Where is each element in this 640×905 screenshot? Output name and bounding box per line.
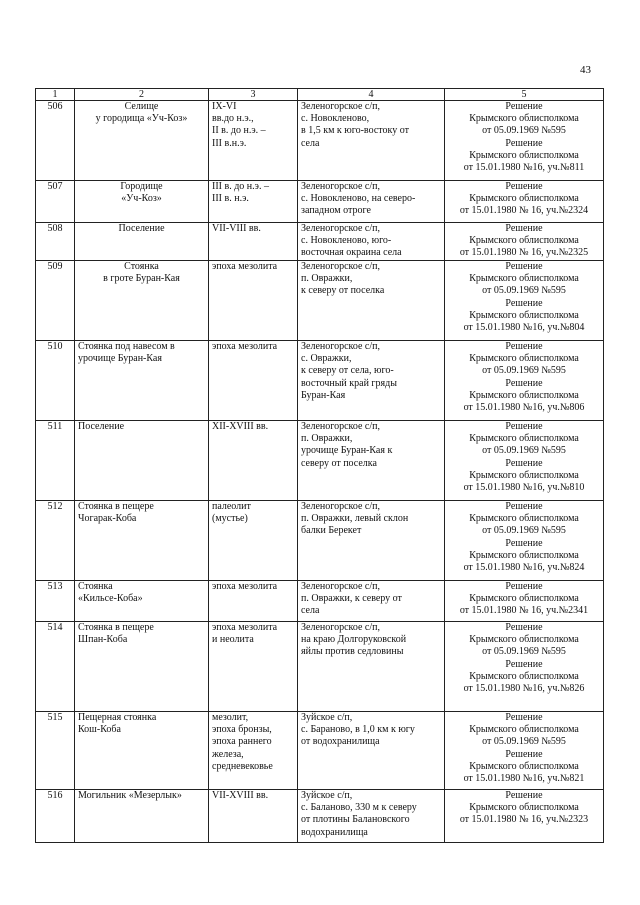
- cell-location-line: Зеленогорское с/п,: [301, 341, 380, 352]
- cell-document-line: Крымского облисполкома: [469, 389, 579, 401]
- cell-dating-line: и неолита: [212, 634, 254, 646]
- cell-location-line: п. Овражки,: [301, 433, 353, 445]
- cell-dating-line: III в. до н.э. –: [212, 181, 269, 192]
- cell-location-line: яйлы против седловины: [301, 646, 404, 658]
- cell-document: [445, 622, 604, 712]
- cell-document-line: Крымского облисполкома: [469, 113, 579, 125]
- cell-name-line: «Уч-Коз»: [121, 193, 162, 205]
- table-row: [36, 501, 604, 581]
- cell-location-line: балки Берекет: [301, 525, 362, 537]
- table-row: [36, 581, 604, 622]
- cell-location-line: п. Овражки,: [301, 273, 353, 285]
- cell-document-line: от 15.01.1980 №16, уч.№824: [463, 562, 585, 574]
- cell-name-line: Стоянка под навесом в: [78, 341, 175, 352]
- cell-document-line: от 15.01.1980 № 16, уч.№2341: [459, 605, 589, 617]
- cell-name: [75, 501, 209, 581]
- cell-location: [298, 501, 445, 581]
- cell-dating: [209, 501, 298, 581]
- cell-document-line: от 15.01.1980 №16, уч.№806: [463, 402, 585, 414]
- cell-dating-line: VII-VIII вв.: [212, 223, 261, 234]
- cell-dating: [209, 790, 298, 843]
- cell-document-line: от 15.01.1980 №16, уч.№810: [463, 482, 585, 494]
- cell-dating: [209, 223, 298, 261]
- cell-location-line: с. Баланово, 330 м к северу: [301, 802, 417, 814]
- cell-dating: [209, 581, 298, 622]
- cell-dating-line: вв.до н.э.,: [212, 113, 254, 125]
- cell-document-line: Крымского облисполкома: [469, 149, 579, 161]
- cell-document-line: Крымского облисполкома: [469, 309, 579, 321]
- cell-location-line: Зеленогорское с/п,: [301, 581, 380, 592]
- cell-location-line: к северу от поселка: [301, 285, 385, 297]
- cell-location-line: северу от поселка: [301, 457, 377, 469]
- cell-location-line: с. Овражки,: [301, 353, 352, 365]
- cell-dating: [209, 341, 298, 421]
- cell-location: [298, 712, 445, 790]
- cell-document-line: Решение: [505, 501, 543, 512]
- cell-document-line: от 05.09.1969 №595: [482, 365, 566, 377]
- table-body: [36, 101, 604, 843]
- cell-document-line: Крымского облисполкома: [469, 670, 579, 682]
- cell-location-line: Зуйское с/п,: [301, 790, 353, 801]
- cell-document-line: Крымского облисполкома: [469, 353, 579, 365]
- cell-document-line: Решение: [505, 581, 543, 592]
- cell-number-line: 508: [47, 223, 63, 234]
- cell-location-line: с. Новокленово,: [301, 113, 370, 125]
- page-number: 43: [580, 64, 591, 76]
- cell-document-line: Решение: [505, 261, 543, 272]
- cell-document: [445, 341, 604, 421]
- cell-number: [36, 101, 75, 181]
- table-row: [36, 223, 604, 261]
- cell-name-line: Городище: [120, 181, 163, 192]
- cell-location-line: Зуйское с/п,: [301, 712, 353, 723]
- cell-location-line: села: [301, 137, 320, 149]
- cell-number: [36, 712, 75, 790]
- cell-location-line: восточная окраина села: [301, 247, 402, 259]
- cell-document-line: от 05.09.1969 №595: [482, 125, 566, 137]
- table-row: [36, 101, 604, 181]
- cell-document-line: Решение: [505, 137, 543, 149]
- cell-dating-line: VII-XVIII вв.: [212, 790, 269, 801]
- table-row: [36, 712, 604, 790]
- cell-name-line: урочище Буран-Кая: [78, 353, 162, 365]
- cell-location: [298, 341, 445, 421]
- cell-number: [36, 581, 75, 622]
- cell-location-line: к северу от села, юго-: [301, 365, 394, 377]
- cell-document-line: Решение: [505, 181, 543, 192]
- cell-number-line: 510: [47, 341, 63, 352]
- cell-number-line: 507: [47, 181, 63, 192]
- cell-name: [75, 223, 209, 261]
- header-col-4: 4: [298, 89, 445, 101]
- cell-dating-line: (мустье): [212, 513, 248, 525]
- cell-name-line: Селище: [124, 101, 159, 112]
- cell-document-line: Решение: [505, 658, 543, 670]
- cell-dating: [209, 421, 298, 501]
- cell-name-line: в гроте Буран-Кая: [103, 273, 180, 285]
- cell-document-line: Крымского облисполкома: [469, 549, 579, 561]
- cell-name-line: Стоянка в пещере: [78, 501, 154, 512]
- cell-document-line: Решение: [505, 790, 543, 801]
- cell-name-line: Стоянка: [78, 581, 113, 592]
- cell-location: [298, 421, 445, 501]
- cell-document: [445, 223, 604, 261]
- cell-location-line: п. Овражки, к северу от: [301, 593, 402, 605]
- cell-number-line: 513: [47, 581, 63, 592]
- cell-location: [298, 223, 445, 261]
- cell-name: [75, 101, 209, 181]
- cell-location: [298, 790, 445, 843]
- cell-dating-line: IX-VI: [212, 101, 237, 112]
- cell-document-line: Решение: [505, 101, 543, 112]
- cell-location-line: Зеленогорское с/п,: [301, 101, 380, 112]
- cell-number-line: 514: [47, 622, 63, 633]
- cell-dating-line: средневековье: [212, 760, 273, 772]
- cell-dating: [209, 181, 298, 223]
- cell-document-line: Решение: [505, 377, 543, 389]
- cell-document-line: от 15.01.1980 № 16, уч.№2324: [459, 205, 589, 217]
- cell-location-line: с. Новокленово, юго-: [301, 235, 392, 247]
- cell-location: [298, 101, 445, 181]
- cell-dating-line: эпоха мезолита: [212, 622, 278, 633]
- cell-number: [36, 261, 75, 341]
- cell-document-line: Решение: [505, 341, 543, 352]
- cell-document-line: Решение: [505, 537, 543, 549]
- cell-dating: [209, 622, 298, 712]
- table-row: [36, 181, 604, 223]
- cell-name: [75, 421, 209, 501]
- cell-number: [36, 622, 75, 712]
- cell-document-line: от 15.01.1980 № 16, уч.№2323: [459, 814, 589, 826]
- cell-location-line: водохранилища: [301, 826, 368, 838]
- cell-location-line: Буран-Кая: [301, 389, 346, 401]
- cell-number-line: 516: [47, 790, 63, 801]
- cell-location-line: от плотины Балановского: [301, 814, 410, 826]
- cell-location-line: с. Новокленово, на северо-: [301, 193, 416, 205]
- cell-dating: [209, 101, 298, 181]
- cell-document-line: Крымского облисполкома: [469, 724, 579, 736]
- cell-name-line: Стоянка: [124, 261, 159, 272]
- cell-number-line: 506: [47, 101, 63, 112]
- cell-name: [75, 341, 209, 421]
- cell-name-line: Могильник «Мезерлык»: [78, 790, 182, 801]
- cell-document-line: Решение: [505, 622, 543, 633]
- cell-name-line: Поселение: [118, 223, 165, 234]
- cell-document: [445, 261, 604, 341]
- cell-document: [445, 581, 604, 622]
- table-row: [36, 790, 604, 843]
- cell-location-line: восточный край гряды: [301, 377, 397, 389]
- cell-document-line: от 15.01.1980 №16, уч.№811: [463, 162, 585, 174]
- cell-dating-line: мезолит,: [212, 712, 249, 723]
- table-row: [36, 421, 604, 501]
- cell-document-line: от 05.09.1969 №595: [482, 285, 566, 297]
- cell-location: [298, 181, 445, 223]
- cell-name-line: Пещерная стоянка: [78, 712, 157, 723]
- cell-location-line: от водохранилища: [301, 736, 380, 748]
- cell-number-line: 509: [47, 261, 63, 272]
- cell-name-line: Шпан-Коба: [78, 634, 128, 646]
- cell-document-line: от 15.01.1980 №16, уч.№821: [463, 773, 585, 785]
- cell-name: [75, 261, 209, 341]
- cell-name: [75, 790, 209, 843]
- cell-document-line: от 05.09.1969 №595: [482, 445, 566, 457]
- cell-document-line: от 15.01.1980 №16, уч.№804: [463, 322, 585, 334]
- cell-location-line: на краю Долгоруковской: [301, 634, 407, 646]
- cell-location: [298, 581, 445, 622]
- cell-document-line: Решение: [505, 712, 543, 723]
- monuments-table: [35, 88, 604, 843]
- cell-dating-line: II в. до н.э. –: [212, 125, 266, 137]
- cell-document-line: от 15.01.1980 № 16, уч.№2325: [459, 247, 589, 259]
- cell-dating: [209, 712, 298, 790]
- cell-document-line: Крымского облисполкома: [469, 193, 579, 205]
- cell-name: [75, 581, 209, 622]
- cell-dating-line: железа,: [212, 748, 244, 760]
- cell-name: [75, 181, 209, 223]
- cell-dating-line: III в. н.э.: [212, 193, 249, 205]
- cell-document-line: от 05.09.1969 №595: [482, 736, 566, 748]
- cell-name-line: Поселение: [78, 421, 125, 432]
- cell-number-line: 511: [47, 421, 63, 432]
- cell-location-line: Зеленогорское с/п,: [301, 622, 380, 633]
- cell-document-line: Решение: [505, 748, 543, 760]
- cell-document-line: от 05.09.1969 №595: [482, 646, 566, 658]
- cell-document-line: от 05.09.1969 №595: [482, 525, 566, 537]
- cell-number-line: 515: [47, 712, 63, 723]
- cell-number: [36, 181, 75, 223]
- cell-document: [445, 712, 604, 790]
- cell-name: [75, 712, 209, 790]
- table-row: [36, 261, 604, 341]
- cell-document-line: Крымского облисполкома: [469, 433, 579, 445]
- cell-location-line: п. Овражки, левый склон: [301, 513, 409, 525]
- cell-document: [445, 501, 604, 581]
- cell-name-line: Стоянка в пещере: [78, 622, 154, 633]
- cell-number: [36, 421, 75, 501]
- header-row: [36, 89, 604, 101]
- cell-document-line: Решение: [505, 297, 543, 309]
- header-col-1: 1: [36, 89, 75, 101]
- cell-dating-line: эпоха мезолита: [212, 341, 278, 352]
- cell-location-line: Зеленогорское с/п,: [301, 181, 380, 192]
- cell-document-line: Крымского облисполкома: [469, 235, 579, 247]
- cell-document: [445, 421, 604, 501]
- cell-number: [36, 223, 75, 261]
- cell-document-line: Крымского облисполкома: [469, 802, 579, 814]
- table-row: [36, 622, 604, 712]
- cell-document-line: Крымского облисполкома: [469, 513, 579, 525]
- cell-name-line: «Кильсе-Коба»: [78, 593, 143, 605]
- cell-number: [36, 341, 75, 421]
- cell-dating-line: эпоха бронзы,: [212, 724, 272, 736]
- cell-name: [75, 622, 209, 712]
- cell-location-line: Зеленогорское с/п,: [301, 223, 380, 234]
- cell-location-line: в 1,5 км к юго-востоку от: [301, 125, 409, 137]
- cell-location-line: урочище Буран-Кая к: [301, 445, 393, 457]
- cell-document-line: от 15.01.1980 №16, уч.№826: [463, 683, 585, 695]
- cell-document-line: Крымского облисполкома: [469, 469, 579, 481]
- cell-document: [445, 790, 604, 843]
- cell-location: [298, 261, 445, 341]
- cell-location-line: Зеленогорское с/п,: [301, 421, 380, 432]
- cell-document-line: Решение: [505, 421, 543, 432]
- cell-document: [445, 181, 604, 223]
- cell-number: [36, 501, 75, 581]
- cell-name-line: Чогарак-Коба: [78, 513, 137, 525]
- cell-dating-line: эпоха мезолита: [212, 261, 278, 272]
- cell-name-line: Кош-Коба: [78, 724, 121, 736]
- cell-document: [445, 101, 604, 181]
- header-col-3: 3: [209, 89, 298, 101]
- cell-document-line: Решение: [505, 223, 543, 234]
- cell-document-line: Крымского облисполкома: [469, 273, 579, 285]
- header-col-5: 5: [445, 89, 604, 101]
- cell-location: [298, 622, 445, 712]
- cell-dating-line: эпоха раннего: [212, 736, 272, 748]
- cell-document-line: Крымского облисполкома: [469, 760, 579, 772]
- cell-dating-line: III в.н.э.: [212, 137, 247, 149]
- cell-location-line: села: [301, 605, 320, 617]
- cell-dating-line: XII-XVIII вв.: [212, 421, 269, 432]
- cell-location-line: с. Бараново, в 1,0 км к югу: [301, 724, 415, 736]
- table-row: [36, 341, 604, 421]
- cell-document-line: Решение: [505, 457, 543, 469]
- cell-document-line: Крымского облисполкома: [469, 593, 579, 605]
- cell-location-line: Зеленогорское с/п,: [301, 261, 380, 272]
- header-col-2: 2: [75, 89, 209, 101]
- cell-dating: [209, 261, 298, 341]
- cell-dating-line: эпоха мезолита: [212, 581, 278, 592]
- cell-location-line: западном отроге: [301, 205, 371, 217]
- cell-number-line: 512: [47, 501, 63, 512]
- cell-document-line: Крымского облисполкома: [469, 634, 579, 646]
- cell-name-line: у городища «Уч-Коз»: [95, 113, 188, 125]
- cell-number: [36, 790, 75, 843]
- cell-location-line: Зеленогорское с/п,: [301, 501, 380, 512]
- cell-dating-line: палеолит: [212, 501, 251, 512]
